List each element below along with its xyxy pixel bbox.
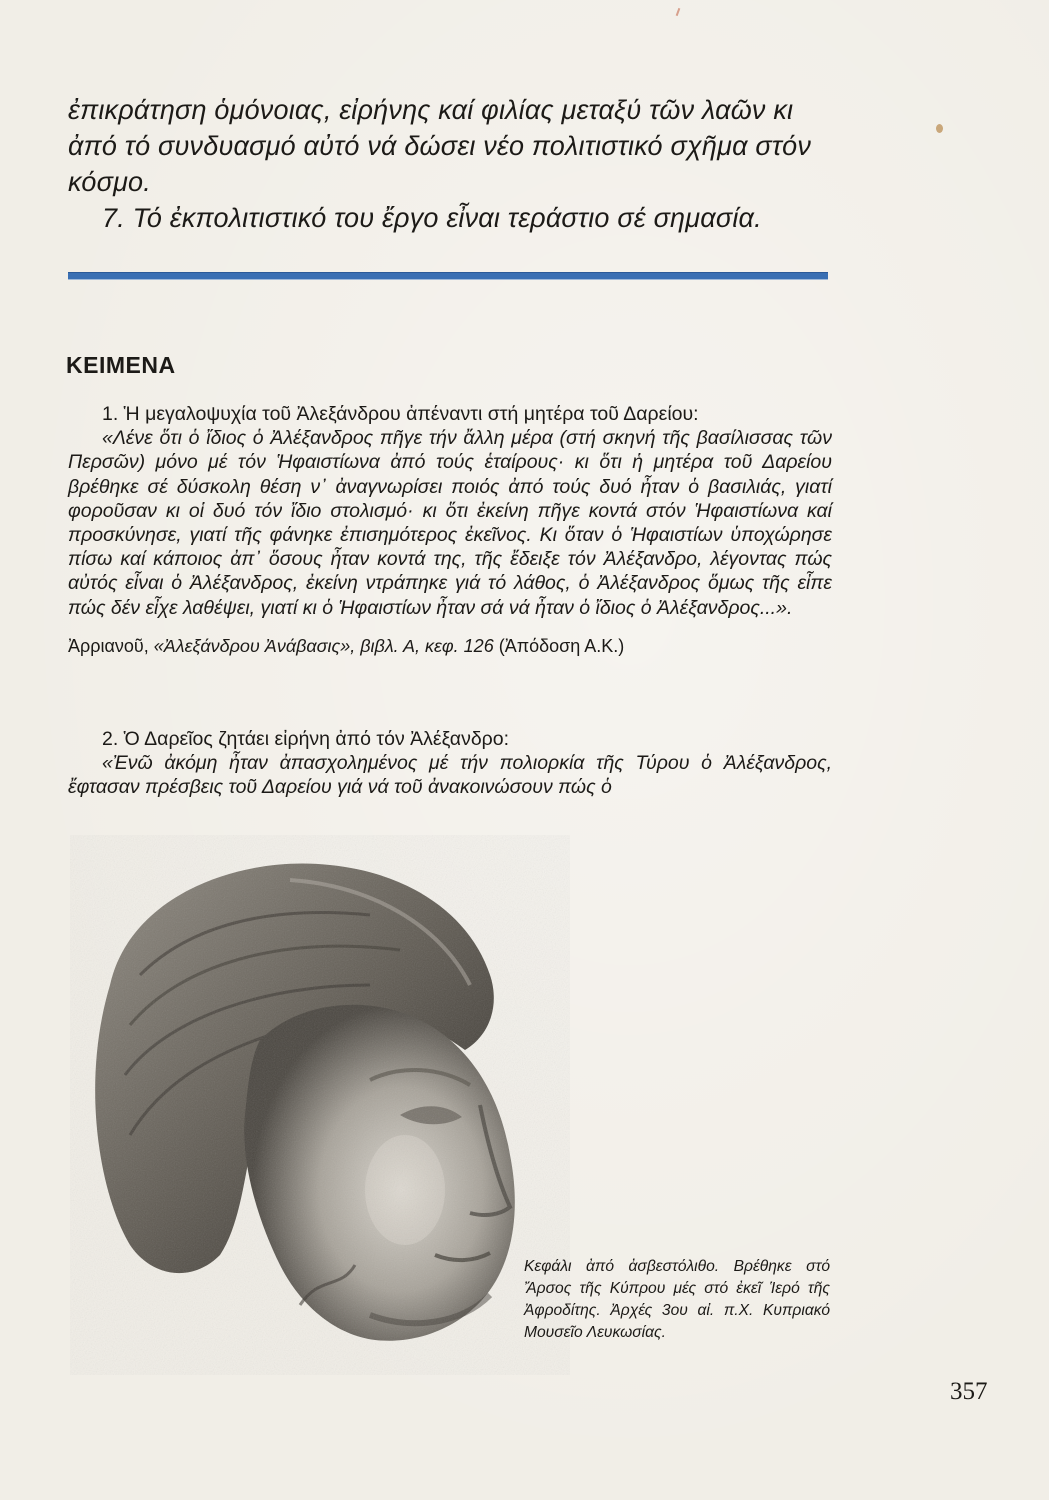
- excerpt-quote: «Ἐνῶ ἀκόμη ἦταν ἀπασχολημένος μέ τήν πολιορκία τῆς Τύρου ὁ Ἀλέξανδρος, ἔφτασαν πρέσβεις τοῦ Δαρείου γιά νά τοῦ ἀνακοινώσουν πώς ὁ: [68, 752, 832, 799]
- excerpt-quote: «Λένε ὅτι ὁ ἴδιος ὁ Ἀλέξανδρος πῆγε τήν ἄλλη μέρα (στή σκηνή τῆς βασίλισσας τῶν Περσῶν) μόνο μέ τόν Ἡφαιστίωνα ἀπό τούς ἑταίρους· κι ὅτι ἡ μητέρα τοῦ Δαρείου βρέθηκε σέ δύσκολη θέση ν᾽ ἀναγνωρίσει ποιός ἀπό τούς δυό ἦταν ὁ βασιλιάς, γιατί φοροῦσαν κι οἱ δυό τόν ἴδιο στολισμό· κι ὅτι ἐκείνη πῆγε κοντά στόν Ἡφαιστίωνα καί προσκύνησε, γιατί τῆς φάνηκε ἐπισημότερος ἐκεῖνος. Κι ὅταν ὁ Ἡφαιστίων ὑποχώρησε πίσω καί κάποιος ἀπ᾽ ὅσους ἦταν κοντά της, τῆς ἔδειξε τόν Ἀλέξανδρο, λέγοντας πώς αὐτός εἶναι ὁ Ἀλέξανδρος, ἐκείνη ντράπηκε γιά τό λάθος, ὁ Ἀλέξανδρος ὅμως τῆς εἶπε πώς δέν εἶχε λαθέψει, γιατί κι ὁ Ἡφαιστίων ἦταν σά νά ἦταν ὁ ἴδιος ὁ Ἀλέξανδρος...».: [68, 427, 832, 619]
- source-author: Ἀρριανοῦ,: [68, 635, 154, 656]
- source-work: «Ἀλεξάνδρου Ἀνάβασις», βιβλ. Α, κεφ. 126: [153, 635, 494, 656]
- source-note: (Ἀπόδοση Α.Κ.): [493, 635, 625, 656]
- page-number: 357: [950, 1378, 988, 1405]
- figure-caption: Κεφάλι ἀπό ἀσβεστόλιθο. Βρέθηκε στό Ἄρσος τῆς Κύπρου μές στό ἐκεῖ Ἱερό τῆς Ἀφροδίτης. Ἀρχές 3ου αἰ. π.Χ. Κυπριακό Μουσεῖο Λευκωσίας.: [524, 1258, 830, 1341]
- previous-section-continuation: [68, 92, 838, 236]
- sculpture-head-illustration: [70, 835, 570, 1375]
- list-item-7: 7. Τό ἐκπολιτιστικό του ἔργο εἶναι τεράστιο σέ σημασία.: [102, 203, 762, 233]
- continuation-line: ἐπικράτηση ὁμόνοιας, εἰρήνης καί φιλίας μεταξύ τῶν λαῶν κι: [68, 95, 794, 125]
- sculpture-head-image: [70, 835, 570, 1375]
- text-excerpt-2: [68, 727, 832, 800]
- excerpt-title: 1. Ἡ μεγαλοψυχία τοῦ Ἀλεξάνδρου ἀπέναντι στή μητέρα τοῦ Δαρείου:: [102, 403, 699, 425]
- print-mark: [676, 8, 681, 16]
- continuation-line: ἀπό τό συνδυασμό αὐτό νά δώσει νέο πολιτιστικό σχῆμα στόν: [68, 131, 812, 161]
- section-divider: [68, 272, 828, 280]
- paper-spot: [936, 124, 943, 133]
- text-excerpt-1: [68, 402, 832, 658]
- section-heading: ΚΕΙΜΕΝΑ: [66, 352, 176, 378]
- continuation-line: κόσμο.: [68, 167, 151, 197]
- excerpt-title: 2. Ὁ Δαρεῖος ζητάει εἰρήνη ἀπό τόν Ἀλέξανδρο:: [102, 728, 510, 750]
- excerpt-source: [68, 634, 832, 658]
